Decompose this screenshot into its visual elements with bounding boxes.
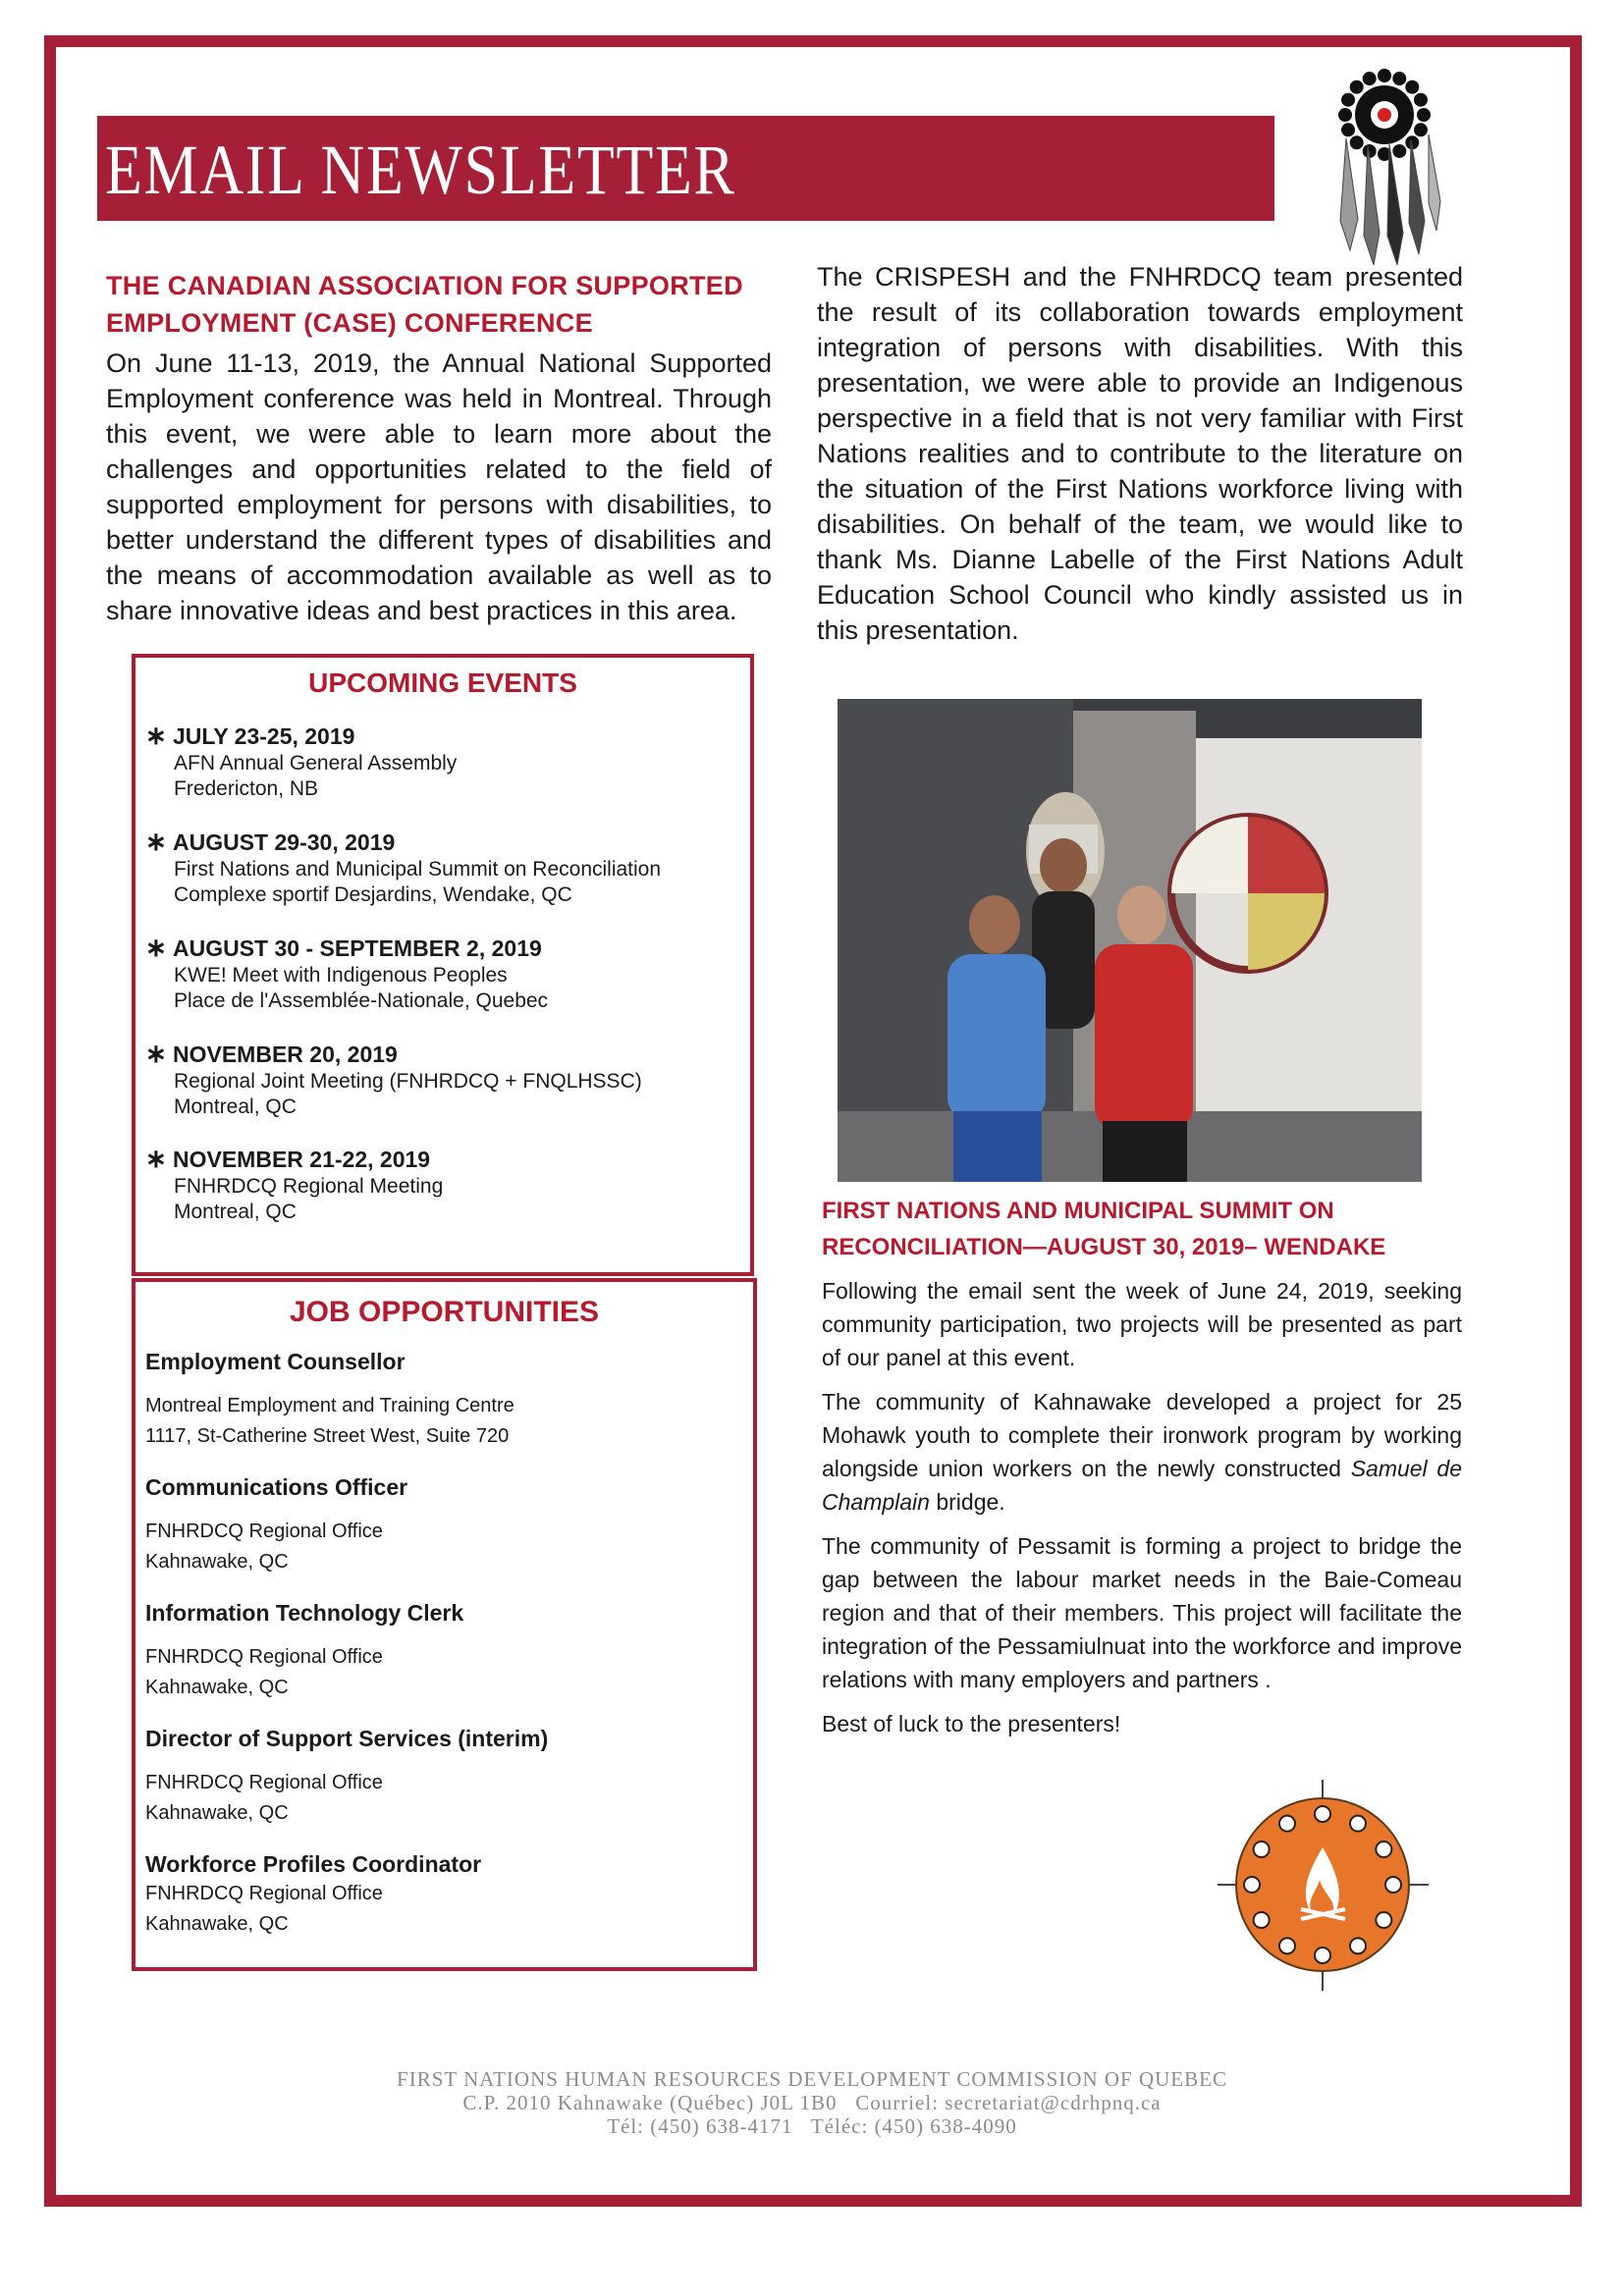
case-conference-body: On June 11-13, 2019, the Annual National Supported Employment conference was held in Montreal. Through this event, we were able to learn more about the challenges and opportunities related to the field of supported employment for persons with disabilities, to better understand the different types of disabilities and the means of accommodation available as well as to share innovative ideas and best practices in this area.	[106, 348, 772, 625]
newsletter-title: EMAIL NEWSLETTER	[105, 131, 736, 209]
dreamcatcher-bead	[1414, 93, 1428, 107]
event-item	[145, 1144, 734, 1225]
moon-phase-dot	[1385, 1877, 1401, 1893]
crispesh-paragraph: The CRISPESH and the FNHRDCQ team presented the result of its collaboration towards employment integration of persons with disabilities. With this presentation, we were able to provide an Indigenous perspective in a field that is not very familiar with First Nations realities and to contribute to the literature on the situation of the First Nations workforce living with disabilities. On behalf of the team, we would like to thank Ms. Dianne Labelle of the First Nations Adult Education School Council who kindly assisted us in this presentation.	[817, 262, 1463, 645]
job-location: Kahnawake, QC	[145, 1802, 289, 1824]
job-opportunities-title: JOB OPPORTUNITIES	[289, 1296, 600, 1328]
dreamcatcher-bead	[1363, 72, 1377, 85]
job-employer: FNHRDCQ Regional Office	[145, 1646, 383, 1668]
job-employer: FNHRDCQ Regional Office	[145, 1521, 383, 1542]
moon-phase-dot	[1254, 1912, 1270, 1928]
asterisk-icon: ∗	[145, 933, 167, 962]
event-location: Montreal, QC	[174, 1201, 297, 1223]
event-name: KWE! Meet with Indigenous Peoples	[174, 964, 508, 987]
job-employer: Montreal Employment and Training Centre	[145, 1395, 514, 1416]
footer-organization: FIRST NATIONS HUMAN RESOURCES DEVELOPMENT COMMISSION OF QUEBEC	[397, 2067, 1227, 2091]
medicine-wheel-fire-icon	[1218, 1780, 1429, 1991]
summit-paragraph-2	[822, 1385, 1462, 1519]
event-name: FNHRDCQ Regional Meeting	[174, 1175, 444, 1198]
dreamcatcher-bead	[1350, 80, 1364, 94]
job-item	[145, 1472, 734, 1577]
case-heading-line-2: EMPLOYMENT (CASE) CONFERENCE	[106, 308, 593, 338]
job-opportunities-box	[132, 1278, 757, 1971]
job-employer: FNHRDCQ Regional Office	[145, 1772, 383, 1793]
event-location: Fredericton, NB	[174, 777, 319, 800]
summit-paragraph-4: Best of luck to the presenters!	[822, 1711, 1121, 1736]
event-item	[145, 827, 734, 908]
case-conference-heading	[106, 267, 784, 342]
event-name: Regional Joint Meeting (FNHRDCQ + FNQLHSSC)	[174, 1070, 642, 1093]
summit-paragraph-2-end: bridge.	[929, 1489, 1005, 1515]
case-heading-line-1: THE CANADIAN ASSOCIATION FOR SUPPORTED	[106, 271, 743, 300]
footer-phone: Tél: (450) 638-4171 Téléc: (450) 638-4090	[607, 2114, 1017, 2138]
asterisk-icon: ∗	[145, 1144, 167, 1173]
event-date: JULY 23-25, 2019	[173, 723, 355, 749]
upcoming-events-title: UPCOMING EVENTS	[308, 667, 577, 698]
job-location: Kahnawake, QC	[145, 1551, 289, 1573]
summit-paragraph-3: The community of Pessamit is forming a project to bridge the gap between the labour market needs in the Baie-Comeau region and that of their members. This project will facilitate the integration of the Pessamiulnuat into the workforce and improve relations with many employers and partners .	[822, 1533, 1462, 1692]
job-title: Director of Support Services (interim)	[145, 1726, 549, 1751]
summit-paragraph-1: Following the email sent the week of June 24, 2019, seeking community participation, two projects will be presented as part of our panel at this event.	[822, 1278, 1462, 1370]
moon-phase-dot	[1315, 1948, 1330, 1963]
presentation-photo	[838, 699, 1422, 1182]
moon-phase-dot	[1244, 1877, 1260, 1893]
event-name: AFN Annual General Assembly	[174, 752, 458, 774]
asterisk-icon: ∗	[145, 827, 167, 856]
asterisk-icon: ∗	[145, 721, 167, 750]
event-item	[145, 1039, 734, 1120]
moon-phase-dot	[1350, 1816, 1366, 1832]
job-title: Workforce Profiles Coordinator	[145, 1851, 482, 1877]
event-date: NOVEMBER 21-22, 2019	[173, 1147, 431, 1172]
moon-phase-dot	[1254, 1842, 1270, 1857]
event-date: AUGUST 29-30, 2019	[173, 829, 396, 855]
dreamcatcher-bead	[1405, 80, 1419, 94]
job-item	[145, 1849, 734, 1940]
event-date: NOVEMBER 20, 2019	[173, 1041, 398, 1067]
dreamcatcher-bead	[1341, 93, 1355, 107]
dreamcatcher-bead	[1338, 108, 1352, 122]
summit-body	[822, 1274, 1462, 1751]
dreamcatcher-bead	[1392, 72, 1406, 85]
job-title: Employment Counsellor	[145, 1349, 406, 1374]
moon-phase-dot	[1376, 1842, 1391, 1857]
job-item	[145, 1347, 734, 1452]
job-location: Kahnawake, QC	[145, 1913, 289, 1935]
upcoming-events-box	[132, 654, 754, 1276]
event-item	[145, 721, 734, 802]
dreamcatcher-bead	[1392, 144, 1406, 158]
event-name: First Nations and Municipal Summit on Reconciliation	[174, 858, 662, 881]
event-date: AUGUST 30 - SEPTEMBER 2, 2019	[173, 935, 542, 961]
dreamcatcher-logo-icon	[1311, 54, 1458, 270]
dreamcatcher-bead	[1414, 123, 1428, 136]
asterisk-icon: ∗	[145, 1039, 167, 1068]
dreamcatcher-bead	[1350, 135, 1364, 149]
job-location: 1117, St-Catherine Street West, Suite 720	[145, 1425, 510, 1447]
job-item	[145, 1598, 734, 1703]
bridge-name: Samuel de Champlain	[822, 1456, 1462, 1515]
moon-phase-dot	[1279, 1938, 1295, 1953]
summit-paragraph-2-text: The community of Kahnawake developed a project for 25 Mohawk youth to complete their ironwork program by working alongside union workers on the newly constructed	[822, 1389, 1462, 1481]
job-title: Communications Officer	[145, 1474, 408, 1500]
footer-address: C.P. 2010 Kahnawake (Québec) J0L 1B0 Courriel: secretariat@cdrhpnq.ca	[462, 2091, 1162, 2114]
dreamcatcher-bead	[1417, 108, 1431, 122]
job-title: Information Technology Clerk	[145, 1600, 464, 1626]
event-item	[145, 933, 734, 1014]
dreamcatcher-bead	[1378, 69, 1391, 82]
summit-heading	[822, 1193, 1470, 1265]
job-employer: FNHRDCQ Regional Office	[145, 1883, 383, 1904]
event-location: Place de l'Assemblée-Nationale, Quebec	[174, 989, 549, 1012]
dreamcatcher-bead	[1341, 123, 1355, 136]
summit-heading-line-1: FIRST NATIONS AND MUNICIPAL SUMMIT ON	[822, 1198, 1334, 1224]
job-location: Kahnawake, QC	[145, 1677, 289, 1698]
moon-phase-dot	[1376, 1912, 1391, 1928]
event-location: Montreal, QC	[174, 1095, 297, 1118]
moon-phase-dot	[1279, 1816, 1295, 1832]
summit-heading-line-2: RECONCILIATION—AUGUST 30, 2019– WENDAKE	[822, 1234, 1386, 1260]
job-item	[145, 1724, 734, 1829]
moon-phase-dot	[1350, 1938, 1366, 1953]
event-location: Complexe sportif Desjardins, Wendake, QC	[174, 883, 572, 906]
moon-phase-dot	[1315, 1806, 1330, 1822]
